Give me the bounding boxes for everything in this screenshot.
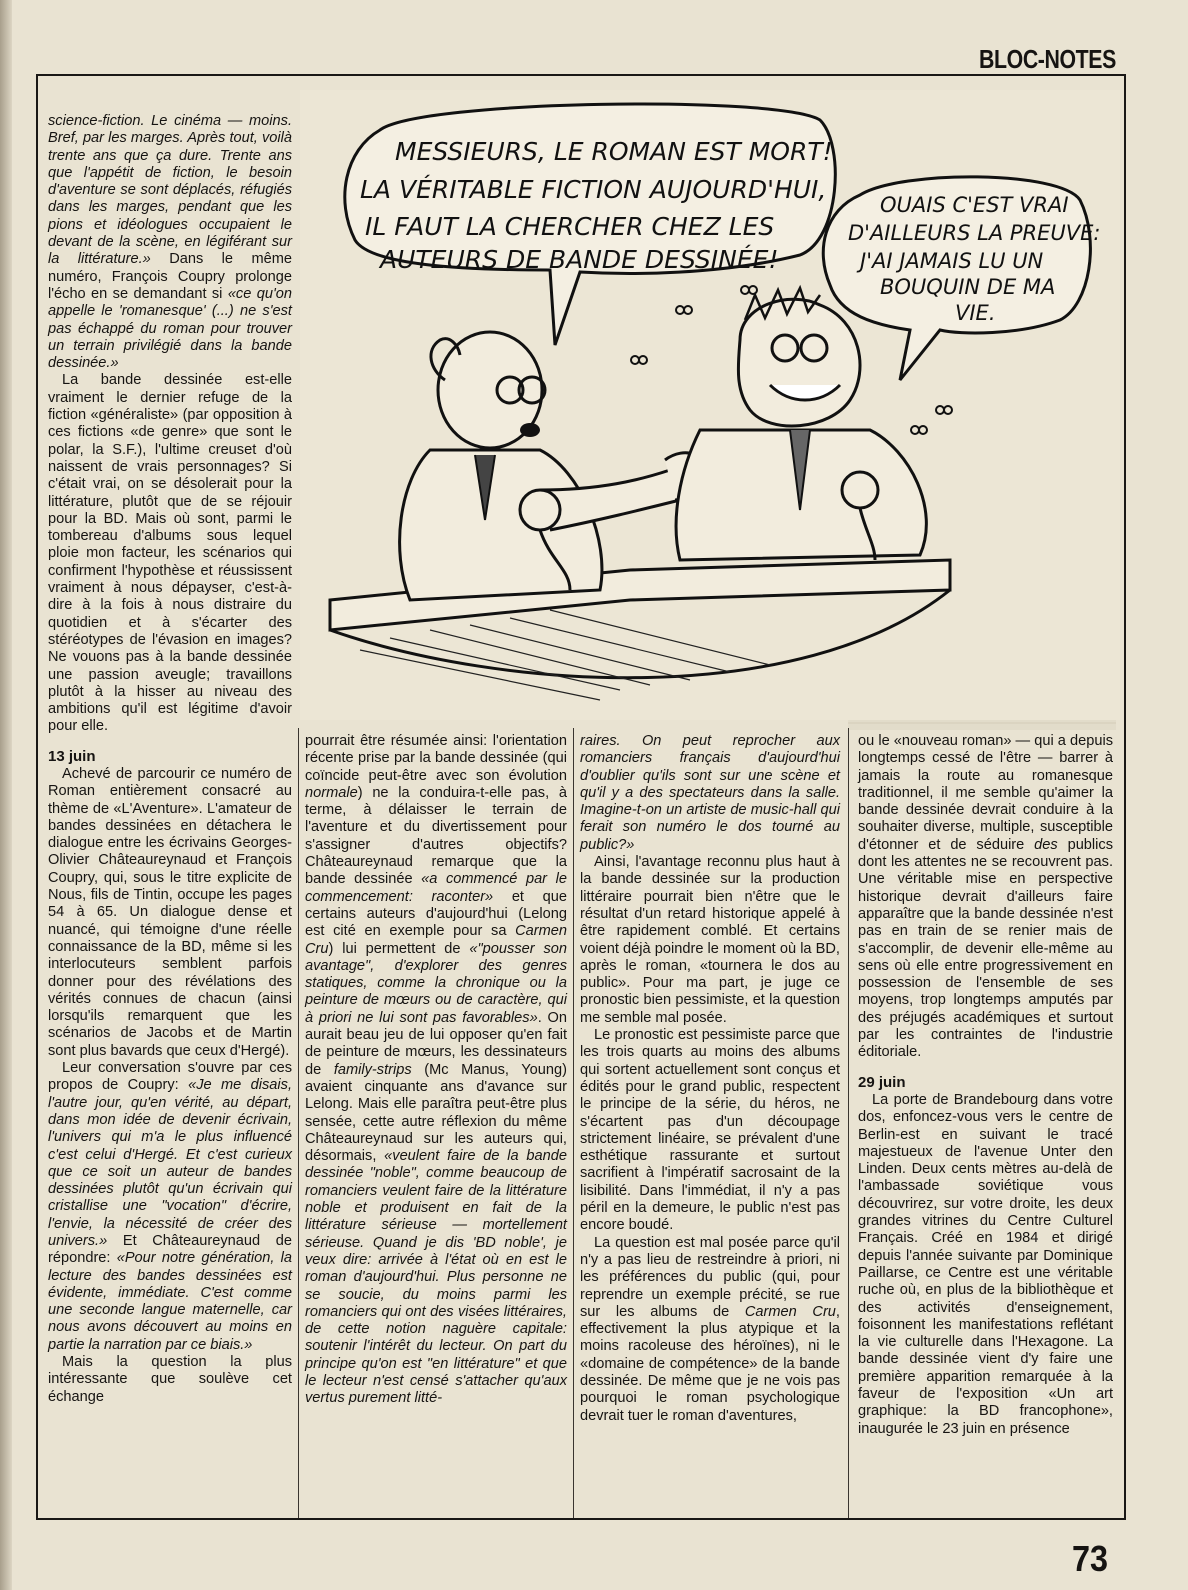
col3-p4-text-2: , effectivement la plus atypique et la moins racoleuse des héroïnes), ni le «domaine de compétence» de la bande dessinée. De même que je ne vois pas pourquoi le roman psychologique devrait tuer le roman d'aventures,	[580, 1303, 840, 1424]
col3-p4-italic: Carmen Cru	[744, 1303, 836, 1320]
bubble-left-line-1: MESSIEURS, LE ROMAN EST MORT!	[395, 137, 833, 166]
col2-paragraph	[305, 733, 567, 1408]
col2-italic-1: normale	[305, 784, 358, 801]
col1-intro	[48, 113, 292, 372]
bubble-right-line-3: J'AI JAMAIS LU UN	[860, 249, 1044, 273]
col1-paragraph-2: La bande dessinée est-elle vraiment le dernier refuge de la fiction «généraliste» (par opposition à ces fictions «de genre» que sont le polar, la S.F.), l'ultime creuset d'où naissent de vrais personnages? Si c'était vrai, on se désolerait pour la littérature, plutôt que de se réjouir pour la BD. Mais où sont, parmi le tombereau d'albums sous lequel ploie mon facteur, les scénarios qui confirment l'hypothèse et réussissent vraiment à nous dépayser, c'est-à-dire à la fois à nous distraire du quotidien et à s'écarter des stéréotypes de l'évasion en images? Ne vouons pas à la bande dessinée une passion aveugle; travaillons plutôt à la hisser au niveau des ambitions qu'il est légitime d'avoir pour elle.	[48, 372, 292, 735]
col2-italic-4: «"pousser son avantage", d'explorer des genres statiques, comme la chronique ou la peinture de mœurs ou de caractère, qui à priori ne lui sont pas favorables»	[305, 940, 567, 1026]
col3-paragraph-3: Le pronostic est pessimiste parce que les trois quarts au moins des albums qui sortent actuellement sont conçus et édités pour le grand public, respectent le principe de la série, du héros, ne s'écartent pas d'un découpage strictement linéaire, se prévalent d'une esthétique rassurante et surtout sacrifient à l'impératif sacrosaint de la lisibilité. Dans l'immédiat, il n'y a pas péril en la demeure, le public n'est pas encore boudé.	[580, 1027, 840, 1234]
col4-paragraph-2: La porte de Brandebourg dans votre dos, enfoncez-vous vers le centre de Berlin-est en suivant le tracé majestueux de l'avenue Unter den Linden. Deux cents mètres au-delà de l'ambassade soviétique vous découvrirez, sur votre droite, les deux grandes vitrines du Centre Culturel Français. Créé en 1984 et dirigé depuis l'année suivante par Dominique Paillarse, ce Centre est une véritable ruche où, en plus de la bibliothèque et des activités d'enseignement, foisonnent les manifestations reflétant la vie culturelle dans l'Hexagone. La bande dessinée vient d'y faire une première apparition remarquée à la faveur de l'exposition «Un art graphique: la BD francophone», inaugurée le 23 juin en présence	[858, 1091, 1113, 1437]
article-column-3	[580, 733, 840, 1518]
col1-paragraph-5: Mais la question la plus intéressante que soulève cet échange	[48, 1354, 292, 1405]
microphone-icon	[520, 490, 560, 530]
col2-text-a: pourrait être résumée ainsi: l'orientation récente prise par la bande dessinée (qui coïncide peut-être avec son évolution	[305, 733, 567, 784]
col1-intro-quote: science-fiction. Le cinéma — moins. Bref, par les marges. Après tout, voilà trente ans que ça dure. Trente ans que l'appétit de fiction, le besoin d'aventure se sont déplacés, réfugiés dans les marges, pendant que les pions et idéologues occupaient le devant de la scène, en légiférant sur la littérature.»	[48, 113, 292, 268]
col1-p4-quote-2: «Pour notre génération, la lecture des bandes dessinées est évidente, immédiate. C'est comme une seconde langue maternelle, car nous avons découvert au moins en partie la narration par ce biais.»	[48, 1250, 292, 1353]
col1-intro-text: Dans le même numéro, François Coupry prolonge l'écho en se demandant si	[48, 251, 292, 302]
col2-italic-6: «veulent faire de la bande dessinée "noble", comme beaucoup de romanciers veulent faire de la littérature noble et produisent en fait de la littérature sérieuse — mortellement sérieuse. Quand je dis 'BD noble', je veux dire: arrivée à l'état où en est le roman d'aujourd'hui. Plus personne ne se soucie, du moins parmi les romanciers qui ont des visées littéraires, de cette notion naguère capitale: soutenir l'intérêt du lecteur. On part du principe qu'on est "en littérature" et que le lecteur n'est censé s'attacher qu'aux vertus purement litté-	[305, 1148, 567, 1407]
article-column-1	[48, 113, 292, 1513]
col4-p1-italic: des	[1034, 836, 1058, 853]
col2-italic-5: family-strips	[333, 1061, 412, 1078]
col3-quote: raires. On peut reprocher aux romanciers français d'aujourd'hui d'oublier qu'ils sont sur une scène et qu'il y a des spectateurs dans la salle. Imagine-t-on un artiste de music-hall qui ferait son numéro le dos tourné au public?»	[580, 733, 840, 853]
bubble-right-line-5: VIE.	[955, 301, 996, 325]
col2-italic-2: «a commencé par le commencement: raconter»	[305, 871, 567, 905]
col3-p4-text: La question est mal posée parce qu'il n'y a pas lieu de restreindre à priori, ni les préférences du public (qui, pour reprendre un exemple précité, se rue sur les albums de	[580, 1234, 840, 1320]
page-number: 73	[1071, 1538, 1108, 1579]
bubble-left-line-2: LA VÉRITABLE FICTION AUJOURD'HUI,	[360, 175, 827, 204]
article-column-4	[858, 733, 1113, 1518]
col2-text-d: ) lui permettent de	[328, 940, 470, 957]
col1-p4-text: Leur conversation s'ouvre par ces propos de Coupry:	[48, 1060, 292, 1094]
bubble-left-line-4: AUTEURS DE BANDE DESSINÉE!	[380, 245, 779, 274]
col1-paragraph-4	[48, 1060, 292, 1354]
bubble-right-line-4: BOUQUIN DE MA	[880, 275, 1056, 299]
binding-gutter	[0, 0, 12, 1590]
bubble-left-line-3: IL FAUT LA CHERCHER CHEZ LES	[365, 212, 775, 241]
bubble-right-line-1: OUAIS C'EST VRAI	[880, 193, 1069, 217]
cartoon-illustration	[300, 90, 1120, 720]
section-header: BLOC-NOTES	[979, 44, 1116, 74]
col3-paragraph-4	[580, 1235, 840, 1425]
col4-p1-text-2: publics dont les attentes ne se recouvrent pas. Une véritable mise en perspective historique devrait d'ailleurs faire apparaître que la bande dessinée n'est pas en train de se renier mais de s'accomplir, de devenir elle-même au sens où elle entre progressivement en possession de l'ensemble de ses moyens, trop longtemps amputés par des préjugés académiques et surtout par les contraintes de l'industrie éditoriale.	[858, 836, 1114, 1061]
col2-italic-3: Carmen Cru	[305, 923, 567, 957]
article-column-2	[305, 733, 567, 1518]
column-rule-2	[573, 728, 574, 1518]
heading-13-juin: 13 juin	[48, 747, 96, 765]
col3-paragraph-2: Ainsi, l'avantage reconnu plus haut à la bande dessinée sur la production littéraire pourrait bien n'être que le résultat d'un retard historique appelé à être rapidement comblé. Et certains voient déjà poindre le moment où la BD, après le roman, «tournera le dos au public». Pour ma part, je juge ce pronostic bien pessimiste, et la question me semble mal posée.	[580, 854, 840, 1026]
col4-p1-text: ou le «nouveau roman» — qui a depuis longtemps cessé de l'être — barrer à jamais la route au romanesque traditionnel, il me semble qu'aimer la bande dessinée devrait conduire à la souhaiter diverse, multiple, susceptible d'étonner et de séduire	[858, 733, 1113, 853]
col2-text-c: et que certains auteurs d'aujourd'hui (Lelong est cité en exemple pour sa	[305, 888, 567, 940]
col1-p4-quote: «Je me disais, l'autre jour, qu'en vérité, au départ, dans mon idée de devenir écrivain, l'univers qui m'a le plus influencé c'est celui d'Hergé. Et c'est curieux que ce soit un auteur de bandes dessinées plutôt qu'un écrivain qui cristallise une "vocation" d'écrire, l'envie, la nécessité de créer des univers.»	[48, 1077, 292, 1249]
col1-paragraph-3: Achevé de parcourir ce numéro de Roman entièrement consacré au thème de «L'Aventure». L'amateur de bandes dessinées en détachera le dialogue entre les écrivains Georges-Olivier Châteaureynaud et François Coupry, qui, sous le titre explicite de Nous, fils de Tintin, occupe les pages 54 à 65. Un dialogue dense et nuancé, qui témoigne d'une réelle connaissance de la BD, même si les interlocuteurs semblent parfois donner pour des révélations des vérités connues de chacun (ainsi lorsqu'ils remarquent que les scénarios de Jacobs et de Martin sont plus bavards que ceux d'Hergé).	[48, 765, 292, 1059]
col4-paragraph-1	[858, 733, 1113, 1062]
col2-text-e: . On aurait beau jeu de lui opposer qu'en fait de peinture de mœurs, les dessinateurs de	[305, 1009, 567, 1078]
bubble-right-line-2: D'AILLEURS LA PREUVE:	[848, 221, 1101, 245]
col2-text-b: ) ne la conduira-t-elle pas, à terme, à délaisser le terrain de l'aventure et du divertissement pour s'assigner d'autres objectifs? Châteaureynaud remarque que la bande dessinée	[305, 784, 567, 888]
column-rule-3	[848, 728, 849, 1518]
column-rule-1	[298, 728, 299, 1518]
col1-p4-text-2: Et Châteaureynaud de répondre:	[48, 1233, 292, 1267]
col1-intro-quote-2: «ce qu'on appelle le 'romanesque' (...) ne s'est pas échappé du roman pour trouver un terrain privilégié dans la bande dessinée.»	[48, 285, 292, 372]
heading-29-juin: 29 juin	[858, 1073, 906, 1091]
col2-text-f: (Mc Manus, Young) avaient cinquante ans d'avance sur Lelong. Mais elle paraîtra peut-être plus sensée, cette autre réflexion du même Châteaureynaud sur les auteurs qui, désormais,	[305, 1061, 567, 1165]
